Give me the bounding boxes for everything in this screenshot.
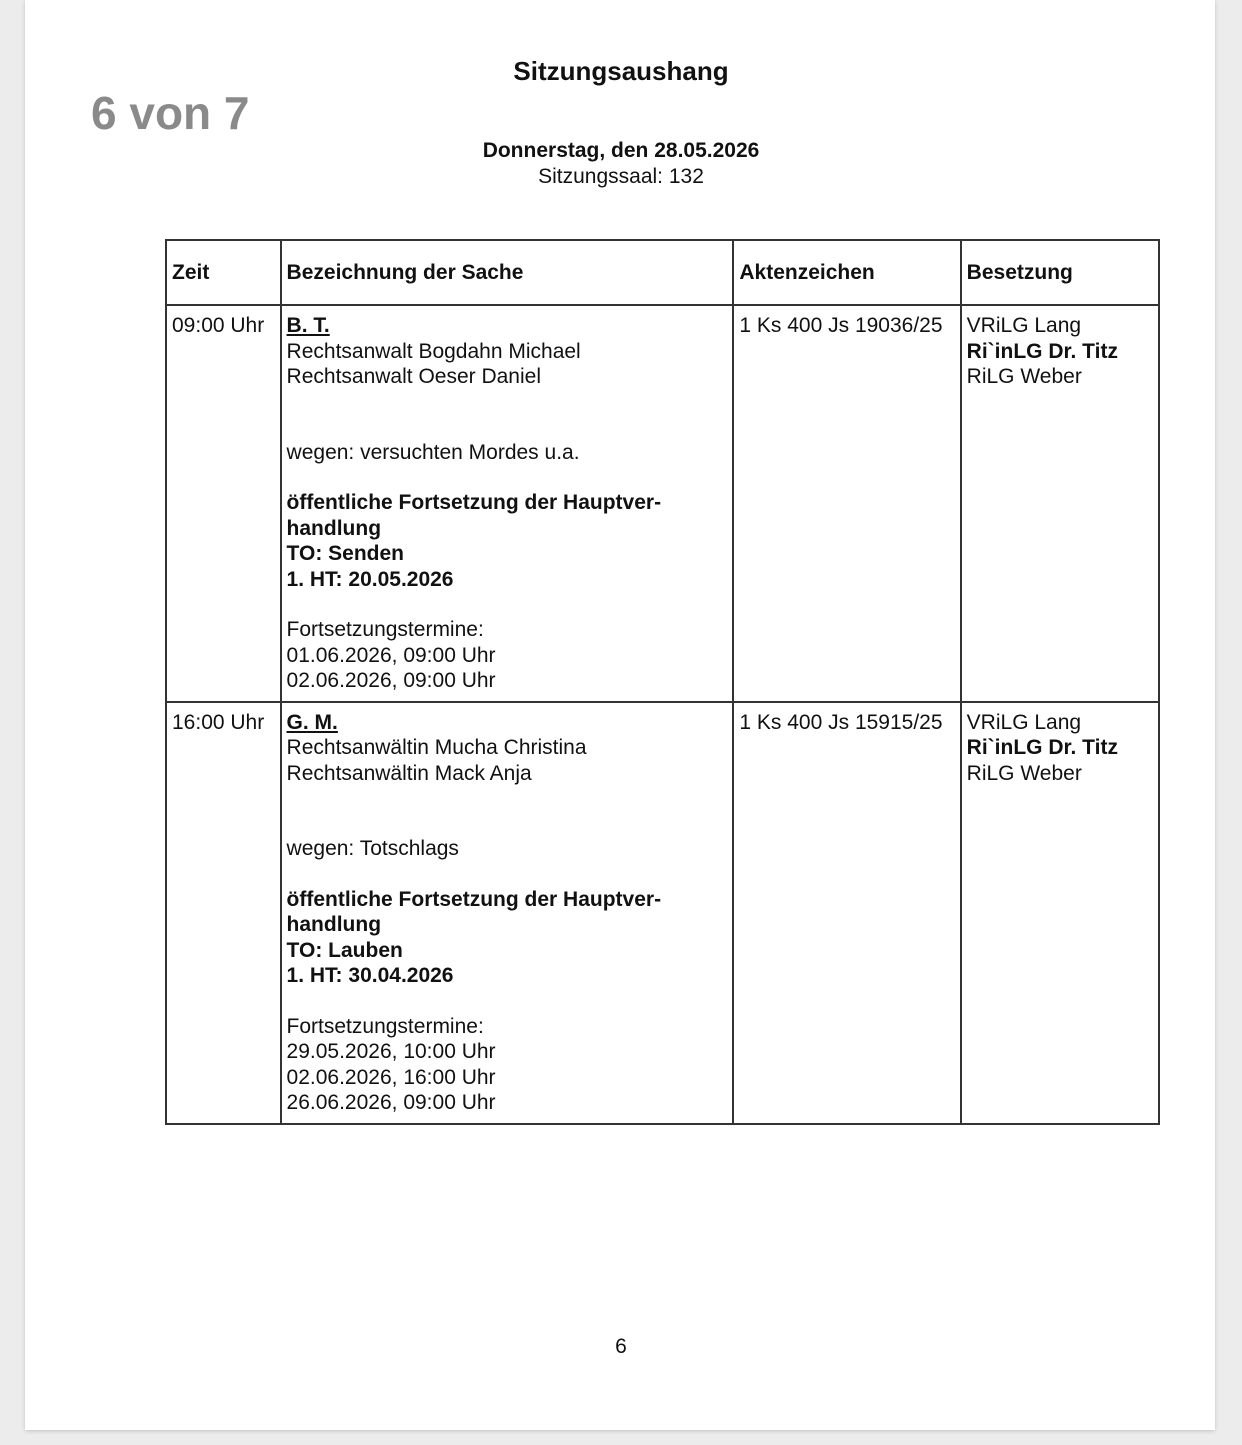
document-title: Sitzungsaushang (513, 56, 729, 86)
continuation-date: 01.06.2026, 09:00 Uhr (286, 643, 496, 667)
case-parties: B. T. (286, 314, 330, 337)
lawyer: Rechtsanwalt Bogdahn Michael (286, 339, 581, 363)
continuation-date: 02.06.2026, 09:00 Uhr (286, 669, 496, 692)
header-zeit: Zeit (166, 240, 281, 305)
header-sache: Bezeichnung der Sache (281, 240, 734, 305)
hearing-type: öffentliche Fortsetzung der Hauptver- (286, 491, 662, 514)
trial-location: TO: Senden (286, 542, 405, 565)
hearing-type-cont: handlung (286, 913, 382, 936)
trial-location: TO: Lauben (286, 938, 403, 962)
judge: VRiLG Lang (966, 314, 1082, 337)
first-hearing-date: 1. HT: 20.05.2026 (286, 567, 454, 591)
continuation-date: 26.06.2026, 09:00 Uhr (286, 1091, 496, 1114)
continuation-date: 29.05.2026, 10:00 Uhr (286, 1040, 496, 1063)
lawyer: Rechtsanwalt Oeser Daniel (286, 365, 541, 388)
spacer (287, 592, 728, 617)
cell-file-number: 1 Ks 400 Js 19036/25 (733, 305, 960, 702)
table-row (166, 702, 1159, 1124)
first-hearing-date: 1. HT: 30.04.2026 (286, 964, 454, 987)
cell-judges (961, 305, 1159, 702)
case-charge: wegen: Totschlags (286, 837, 459, 860)
cell-time: 16:00 Uhr (166, 702, 281, 1124)
schedule-table (165, 239, 1160, 1125)
cell-time: 09:00 Uhr (166, 305, 281, 702)
hearing-type: öffentliche Fortsetzung der Hauptver- (286, 887, 662, 911)
lawyer: Rechtsanwältin Mucha Christina (286, 736, 587, 759)
page-number: 6 (615, 1335, 627, 1358)
spacer (287, 786, 728, 836)
session-room: Sitzungssaal: 132 (538, 165, 704, 188)
table-header-row (166, 240, 1159, 305)
table-row (166, 305, 1159, 702)
judge: RiLG Weber (966, 761, 1082, 785)
hearing-type-cont: handlung (286, 516, 382, 540)
header-besetzung: Besetzung (961, 240, 1159, 305)
spacer (287, 989, 728, 1014)
continuation-label: Fortsetzungstermine: (286, 1014, 484, 1038)
spacer (287, 390, 728, 440)
judge: VRiLG Lang (966, 710, 1082, 734)
spacer (287, 862, 728, 887)
page-indicator: 6 von 7 (91, 87, 250, 139)
cell-judges (961, 702, 1159, 1124)
cell-case (281, 305, 734, 702)
spacer (287, 465, 728, 490)
continuation-label: Fortsetzungstermine: (286, 618, 484, 641)
case-charge: wegen: versuchten Mordes u.a. (286, 440, 580, 464)
session-date: Donnerstag, den 28.05.2026 (482, 139, 760, 162)
judge: Ri`inLG Dr. Titz (966, 736, 1118, 759)
judge: RiLG Weber (966, 365, 1082, 388)
cell-file-number: 1 Ks 400 Js 15915/25 (733, 702, 960, 1124)
judge: Ri`inLG Dr. Titz (966, 339, 1118, 363)
lawyer: Rechtsanwältin Mack Anja (286, 761, 532, 785)
continuation-date: 02.06.2026, 16:00 Uhr (286, 1065, 496, 1089)
cell-case (281, 702, 734, 1124)
case-parties: G. M. (286, 710, 338, 734)
header-aktenzeichen: Aktenzeichen (733, 240, 960, 305)
